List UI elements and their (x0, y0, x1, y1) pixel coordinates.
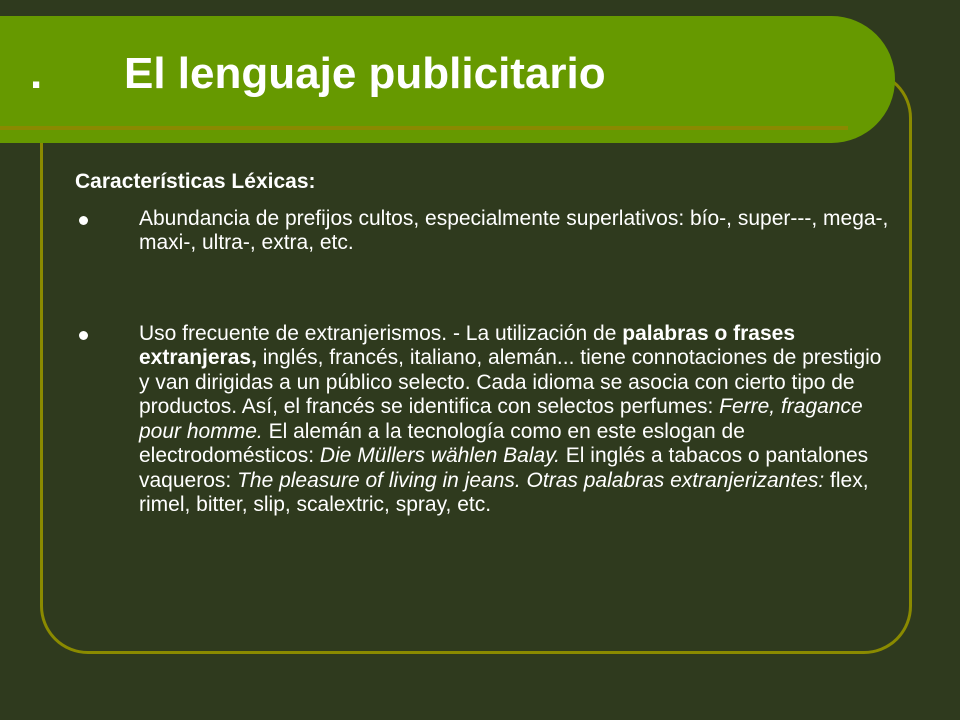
bullet-item-prefixes (75, 207, 895, 256)
section-heading: Características Léxicas: (75, 170, 316, 193)
title-underline (0, 126, 848, 130)
bullet-text-part: Uso frecuente de extranjerismos. - La utilización de (139, 321, 623, 345)
bullet-italic-example: Die Müllers wählen Balay. (319, 444, 560, 467)
slide-content (75, 170, 895, 518)
bullet-italic-example: Ferre, fragance pour homme. (139, 395, 863, 443)
bullet-italic-example: The pleasure of living in jeans. Otras palabras extranjerizantes: (237, 468, 825, 492)
bullet-bold-text: palabras o frases extranjeras, (139, 321, 796, 369)
bullet-dot-icon (79, 216, 88, 225)
bullet-text-part: flex, rimel, bitter, slip, scalextric, spray, etc. (139, 468, 869, 516)
slide-title (30, 44, 606, 104)
title-prefix: . (30, 49, 43, 98)
bullet-text: Abundancia de prefijos cultos, especialmente superlativos: bío-, super---, mega-, maxi-, ultra-, extra, etc. (139, 206, 889, 254)
bullet-dot-icon (79, 331, 88, 340)
bullet-text-part: inglés, francés, italiano, alemán... tiene connotaciones de prestigio y van dirigidas a un público selecto. Cada idioma se asocia con cierto tipo de productos. Así, el francés se identifica con selectos perfumes: (139, 346, 882, 418)
bullet-text-part: El alemán a la tecnología como en este eslogan de electrodomésticos: (139, 419, 745, 467)
bullet-text-part: El inglés a tabacos o pantalones vaqueros: (139, 444, 869, 492)
title-text: El lenguaje publicitario (124, 49, 606, 98)
bullet-item-foreign-words (75, 322, 895, 518)
